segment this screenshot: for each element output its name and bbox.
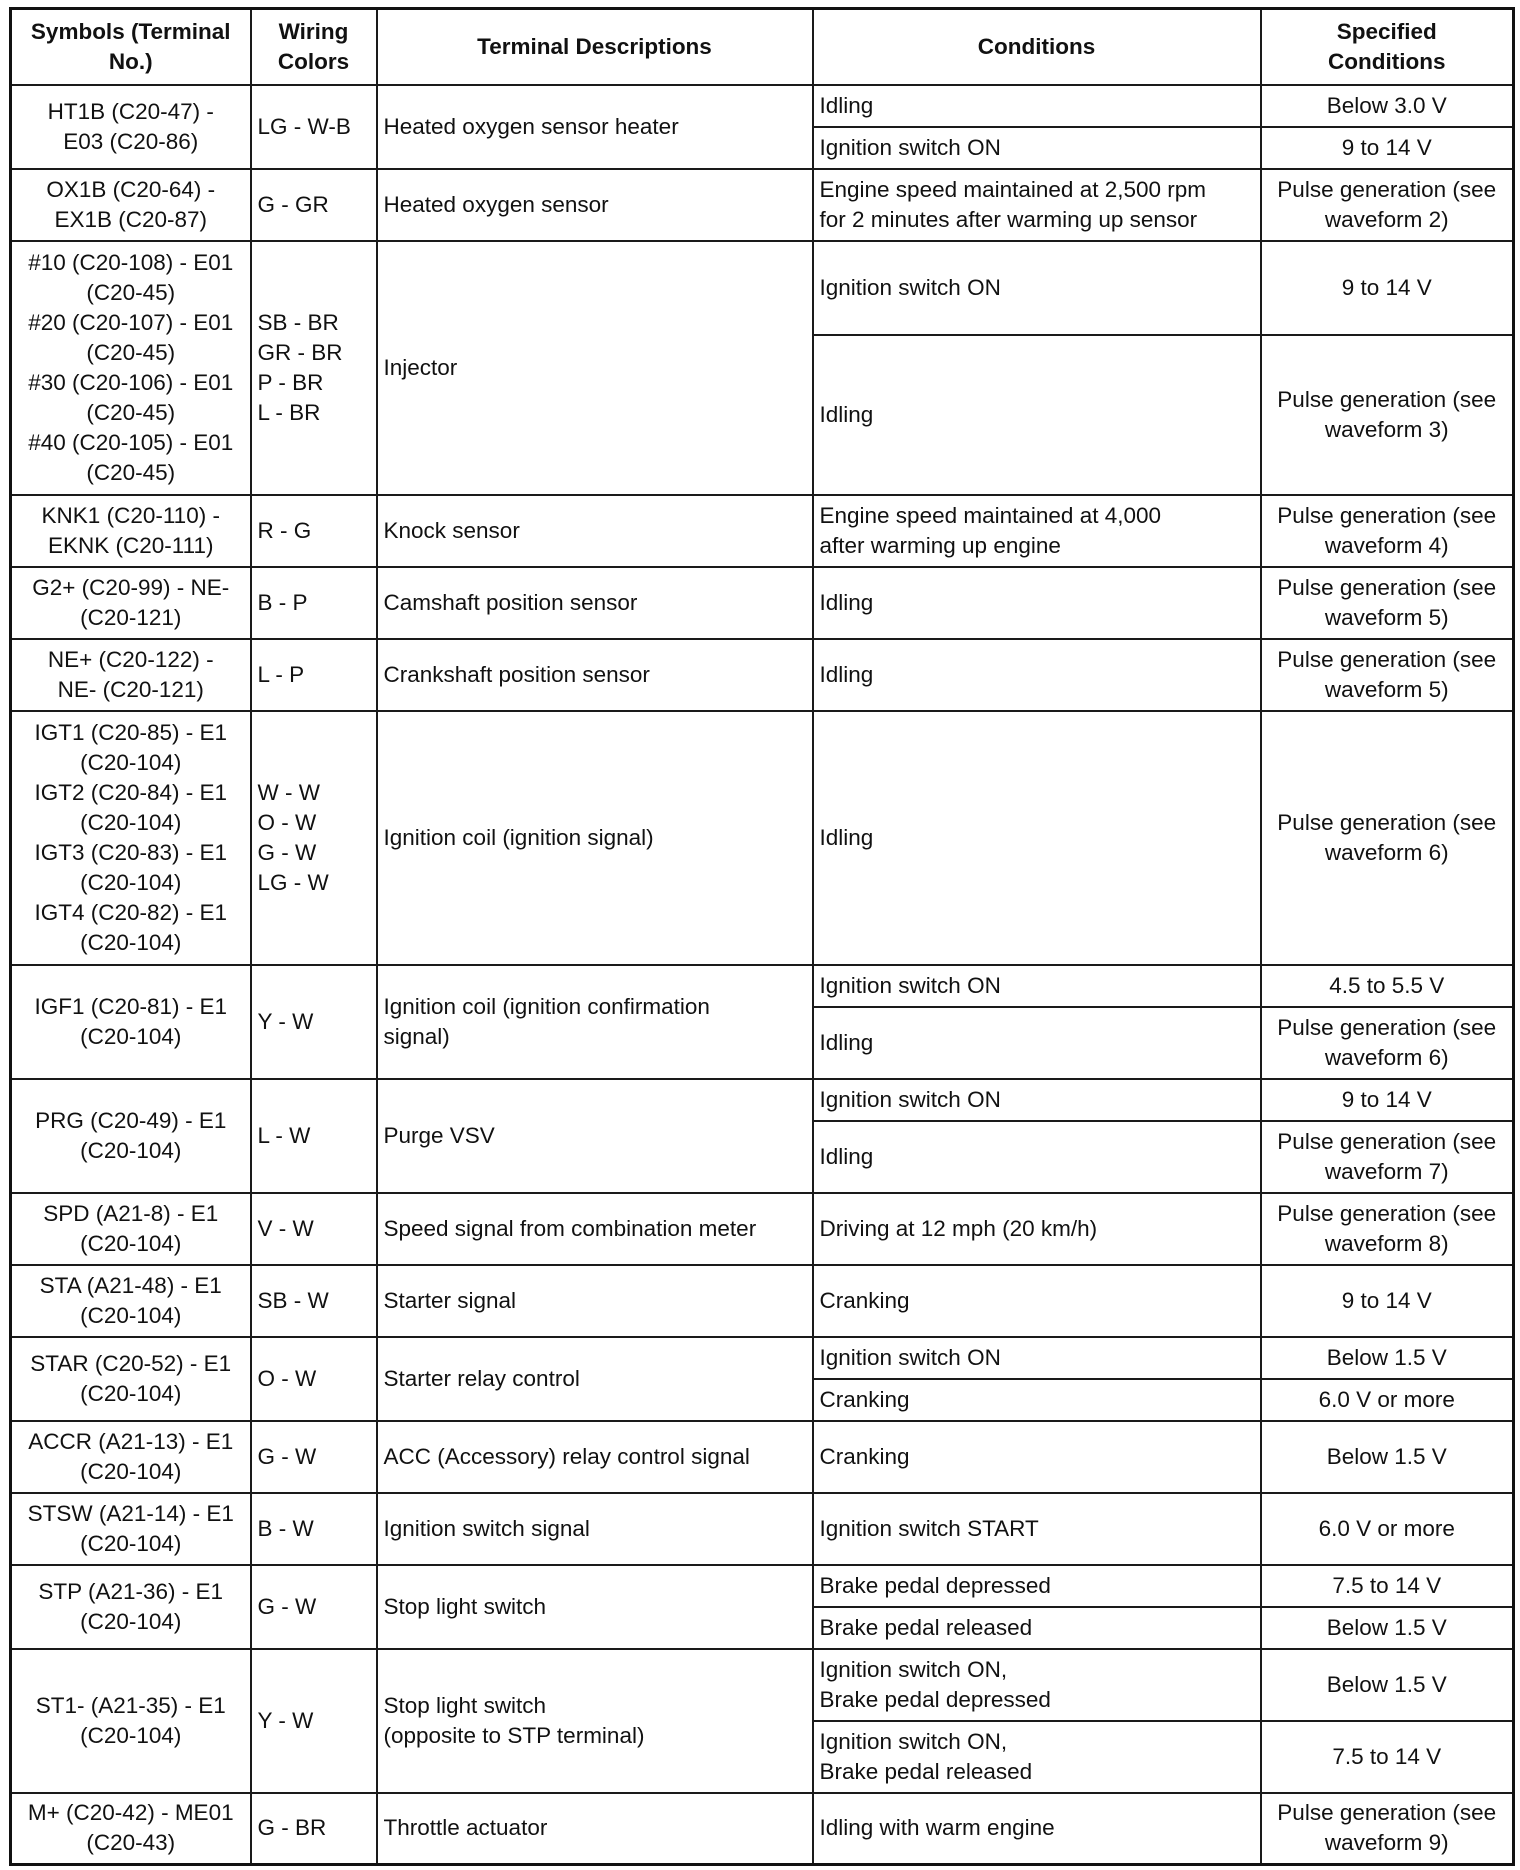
terminal-description-cell: Starter signal [377,1265,813,1337]
specified-condition-cell: 4.5 to 5.5 V [1261,965,1514,1007]
table-row [11,711,1514,965]
condition-cell: Cranking [813,1421,1261,1493]
terminal-description-cell: Ignition coil (ignition confirmation signal) [377,965,813,1079]
table-row [11,639,1514,711]
table-body [11,85,1514,1865]
header-symbols: Symbols (Terminal No.) [11,9,251,85]
condition-cell: Engine speed maintained at 2,500 rpm for 2 minutes after warming up sensor [813,169,1261,241]
table-row [11,85,1514,127]
terminal-symbols-cell: KNK1 (C20-110) - EKNK (C20-111) [11,495,251,567]
terminal-symbols-cell: ST1- (A21-35) - E1 (C20-104) [11,1649,251,1793]
wiring-colors-cell: G - GR [251,169,377,241]
specified-condition-cell: Pulse generation (see waveform 5) [1261,567,1514,639]
specified-condition-cell: 7.5 to 14 V [1261,1565,1514,1607]
terminal-symbols-cell: STP (A21-36) - E1 (C20-104) [11,1565,251,1649]
terminal-symbols-cell: M+ (C20-42) - ME01 (C20-43) [11,1793,251,1865]
condition-cell: Ignition switch ON, Brake pedal depressed [813,1649,1261,1721]
terminal-symbols-cell: IGF1 (C20-81) - E1 (C20-104) [11,965,251,1079]
table-row [11,1793,1514,1865]
wiring-colors-cell: B - W [251,1493,377,1565]
table-header-row [11,9,1514,85]
wiring-colors-cell: B - P [251,567,377,639]
condition-cell: Ignition switch ON [813,127,1261,169]
specified-condition-cell: 7.5 to 14 V [1261,1721,1514,1793]
terminal-symbols-cell: ACCR (A21-13) - E1 (C20-104) [11,1421,251,1493]
specified-condition-cell: 9 to 14 V [1261,241,1514,335]
wiring-colors-cell: L - P [251,639,377,711]
terminal-description-cell: Crankshaft position sensor [377,639,813,711]
terminal-description-cell: Starter relay control [377,1337,813,1421]
ecm-terminal-table [9,7,1515,1866]
wiring-colors-cell: LG - W-B [251,85,377,169]
condition-cell: Idling [813,335,1261,495]
specified-condition-cell: Pulse generation (see waveform 8) [1261,1193,1514,1265]
condition-cell: Idling with warm engine [813,1793,1261,1865]
table-row [11,1421,1514,1493]
terminal-description-cell: Ignition coil (ignition signal) [377,711,813,965]
terminal-description-cell: Throttle actuator [377,1793,813,1865]
specified-condition-cell: 9 to 14 V [1261,1079,1514,1121]
terminal-symbols-cell: SPD (A21-8) - E1 (C20-104) [11,1193,251,1265]
wiring-colors-cell: O - W [251,1337,377,1421]
table-row [11,241,1514,335]
header-wiring-colors: Wiring Colors [251,9,377,85]
terminal-symbols-cell: IGT1 (C20-85) - E1 (C20-104) IGT2 (C20-84) - E1 (C20-104) IGT3 (C20-83) - E1 (C20-104) IGT4 (C20-82) - E1 (C20-104) [11,711,251,965]
terminal-description-cell: Stop light switch (opposite to STP terminal) [377,1649,813,1793]
condition-cell: Engine speed maintained at 4,000 after warming up engine [813,495,1261,567]
table-row [11,1193,1514,1265]
condition-cell: Idling [813,567,1261,639]
condition-cell: Brake pedal released [813,1607,1261,1649]
condition-cell: Cranking [813,1379,1261,1421]
wiring-colors-cell: G - W [251,1421,377,1493]
wiring-colors-cell: W - W O - W G - W LG - W [251,711,377,965]
terminal-symbols-cell: OX1B (C20-64) - EX1B (C20-87) [11,169,251,241]
condition-cell: Driving at 12 mph (20 km/h) [813,1193,1261,1265]
condition-cell: Idling [813,85,1261,127]
terminal-description-cell: Heated oxygen sensor [377,169,813,241]
terminal-description-cell: Camshaft position sensor [377,567,813,639]
specified-condition-cell: Below 3.0 V [1261,85,1514,127]
wiring-colors-cell: Y - W [251,1649,377,1793]
specified-condition-cell: Pulse generation (see waveform 7) [1261,1121,1514,1193]
condition-cell: Ignition switch ON [813,1079,1261,1121]
table-row [11,1565,1514,1607]
specified-condition-cell: 6.0 V or more [1261,1379,1514,1421]
specified-condition-cell: Pulse generation (see waveform 5) [1261,639,1514,711]
wiring-colors-cell: R - G [251,495,377,567]
terminal-description-cell: Injector [377,241,813,495]
terminal-symbols-cell: #10 (C20-108) - E01 (C20-45) #20 (C20-107) - E01 (C20-45) #30 (C20-106) - E01 (C20-45) #40 (C20-105) - E01 (C20-45) [11,241,251,495]
terminal-description-cell: ACC (Accessory) relay control signal [377,1421,813,1493]
table-row [11,1337,1514,1379]
header-specified-conditions: Specified Conditions [1261,9,1514,85]
specified-condition-cell: 9 to 14 V [1261,127,1514,169]
terminal-description-cell: Purge VSV [377,1079,813,1193]
table-row [11,169,1514,241]
terminal-symbols-cell: NE+ (C20-122) - NE- (C20-121) [11,639,251,711]
condition-cell: Ignition switch ON [813,241,1261,335]
condition-cell: Ignition switch ON [813,1337,1261,1379]
header-conditions: Conditions [813,9,1261,85]
wiring-colors-cell: G - W [251,1565,377,1649]
specified-condition-cell: Below 1.5 V [1261,1649,1514,1721]
condition-cell: Idling [813,711,1261,965]
condition-cell: Ignition switch ON, Brake pedal released [813,1721,1261,1793]
specified-condition-cell: Below 1.5 V [1261,1607,1514,1649]
condition-cell: Idling [813,1121,1261,1193]
terminal-symbols-cell: STA (A21-48) - E1 (C20-104) [11,1265,251,1337]
table-row [11,1079,1514,1121]
table-row [11,495,1514,567]
condition-cell: Ignition switch START [813,1493,1261,1565]
specified-condition-cell: Pulse generation (see waveform 6) [1261,711,1514,965]
terminal-description-cell: Heated oxygen sensor heater [377,85,813,169]
specified-condition-cell: 6.0 V or more [1261,1493,1514,1565]
wiring-colors-cell: SB - W [251,1265,377,1337]
specified-condition-cell: Pulse generation (see waveform 2) [1261,169,1514,241]
header-terminal-descriptions: Terminal Descriptions [377,9,813,85]
condition-cell: Idling [813,639,1261,711]
terminal-description-cell: Knock sensor [377,495,813,567]
terminal-description-cell: Ignition switch signal [377,1493,813,1565]
wiring-colors-cell: V - W [251,1193,377,1265]
wiring-colors-cell: L - W [251,1079,377,1193]
terminal-symbols-cell: STSW (A21-14) - E1 (C20-104) [11,1493,251,1565]
specified-condition-cell: Below 1.5 V [1261,1421,1514,1493]
specified-condition-cell: Pulse generation (see waveform 4) [1261,495,1514,567]
specified-condition-cell: Pulse generation (see waveform 3) [1261,335,1514,495]
specified-condition-cell: Below 1.5 V [1261,1337,1514,1379]
wiring-colors-cell: SB - BR GR - BR P - BR L - BR [251,241,377,495]
wiring-colors-cell: G - BR [251,1793,377,1865]
table-row [11,567,1514,639]
terminal-symbols-cell: G2+ (C20-99) - NE- (C20-121) [11,567,251,639]
table-row [11,1493,1514,1565]
wiring-colors-cell: Y - W [251,965,377,1079]
condition-cell: Brake pedal depressed [813,1565,1261,1607]
terminal-description-cell: Stop light switch [377,1565,813,1649]
table-row [11,1649,1514,1721]
terminal-description-cell: Speed signal from combination meter [377,1193,813,1265]
terminal-symbols-cell: STAR (C20-52) - E1 (C20-104) [11,1337,251,1421]
specified-condition-cell: Pulse generation (see waveform 9) [1261,1793,1514,1865]
condition-cell: Ignition switch ON [813,965,1261,1007]
table-row [11,965,1514,1007]
terminal-symbols-cell: PRG (C20-49) - E1 (C20-104) [11,1079,251,1193]
terminal-symbols-cell: HT1B (C20-47) - E03 (C20-86) [11,85,251,169]
terminal-table-container [9,7,1512,1866]
specified-condition-cell: Pulse generation (see waveform 6) [1261,1007,1514,1079]
table-row [11,1265,1514,1337]
condition-cell: Cranking [813,1265,1261,1337]
specified-condition-cell: 9 to 14 V [1261,1265,1514,1337]
condition-cell: Idling [813,1007,1261,1079]
